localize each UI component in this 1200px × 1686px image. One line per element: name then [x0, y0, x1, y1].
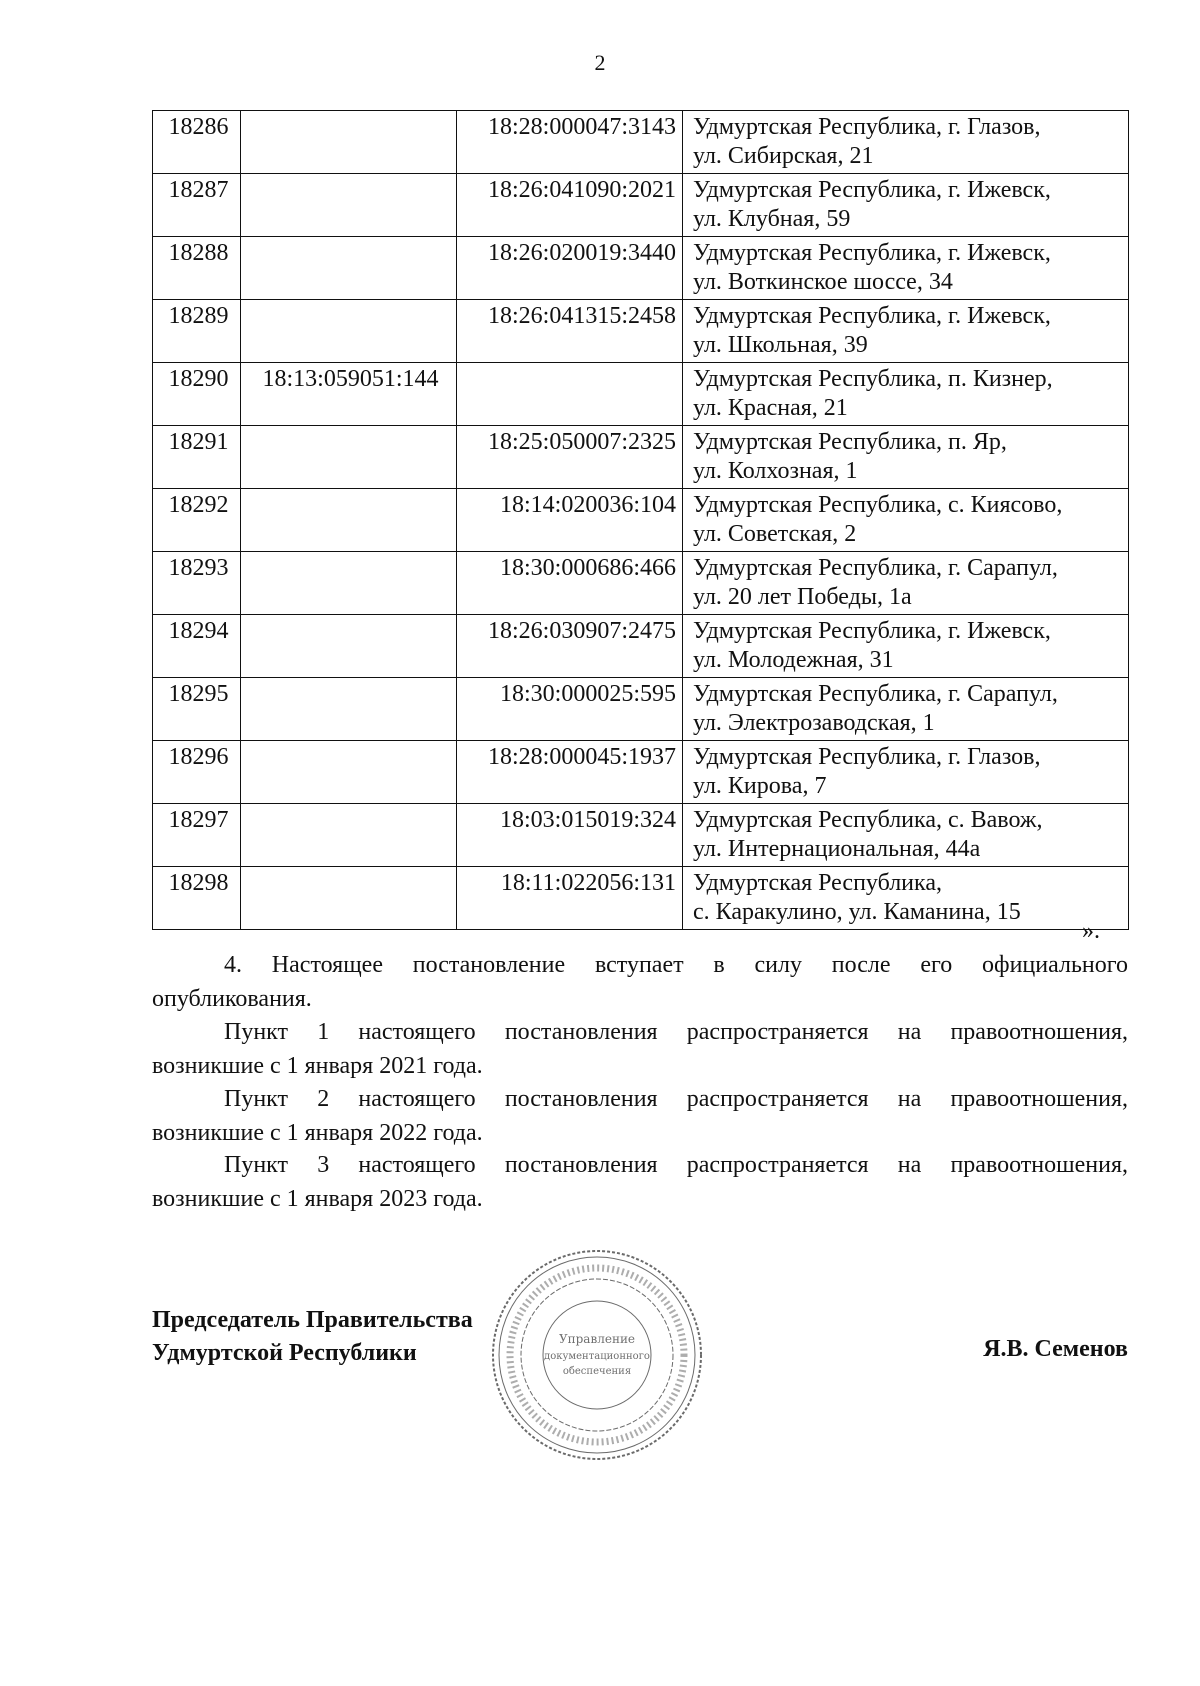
row-number: 18294: [153, 615, 241, 678]
signatory-title: [152, 1304, 473, 1370]
cadastral-number-a: [241, 174, 457, 237]
address-cell: [683, 867, 1129, 930]
cadastral-number-a: [241, 237, 457, 300]
row-number: 18296: [153, 741, 241, 804]
seal-text-line-3: обеспечения: [562, 1366, 632, 1377]
address-cell: [683, 237, 1129, 300]
paragraph-point-2-line-2: возникшие с 1 января 2022 года.: [152, 1120, 483, 1146]
paragraph-point-3: [152, 1148, 1128, 1216]
address-line-1: Удмуртская Республика, г. Сарапул,: [693, 555, 1058, 581]
cadastral-number-b: 18:25:050007:2325: [457, 426, 683, 489]
signatory-title-line-1: Председатель Правительства: [152, 1307, 473, 1333]
paragraph-4-line-2: опубликования.: [152, 986, 312, 1012]
address-line-2: ул. Школьная, 39: [693, 332, 868, 358]
address-line-1: Удмуртская Республика, г. Глазов,: [693, 744, 1041, 770]
cadastral-number-a: [241, 489, 457, 552]
address-line-2: ул. 20 лет Победы, 1а: [693, 584, 912, 610]
paragraph-point-1-line-1: Пункт 1 настоящего постановления распространяется на правоотношения,: [224, 1019, 1128, 1045]
address-line-2: ул. Колхозная, 1: [693, 458, 858, 484]
address-line-2: ул. Интернациональная, 44а: [693, 836, 981, 862]
address-cell: [683, 741, 1129, 804]
address-line-2: ул. Красная, 21: [693, 395, 848, 421]
address-line-1: Удмуртская Республика, г. Глазов,: [693, 114, 1041, 140]
paragraph-4: [152, 948, 1128, 1016]
address-line-2: ул. Сибирская, 21: [693, 143, 874, 169]
row-number: 18297: [153, 804, 241, 867]
paragraph-point-1-line-2: возникшие с 1 января 2021 года.: [152, 1053, 483, 1079]
table-row: [153, 678, 1129, 741]
table-row: [153, 426, 1129, 489]
paragraph-point-1: [152, 1015, 1128, 1083]
cadastral-number-a: [241, 552, 457, 615]
cadastral-number-b: 18:26:041090:2021: [457, 174, 683, 237]
table-row: [153, 300, 1129, 363]
seal-text-line-1: Управление: [558, 1332, 636, 1346]
address-cell: [683, 363, 1129, 426]
address-cell: [683, 174, 1129, 237]
address-cell: [683, 300, 1129, 363]
seal-text-line-2: документационного: [544, 1351, 650, 1362]
table-row: [153, 111, 1129, 174]
address-line-1: Удмуртская Республика, п. Кизнер,: [693, 366, 1053, 392]
address-cell: [683, 552, 1129, 615]
table-row: [153, 804, 1129, 867]
row-number: 18287: [153, 174, 241, 237]
address-line-1: Удмуртская Республика, п. Яр,: [693, 429, 1007, 455]
cadastral-number-b: 18:26:030907:2475: [457, 615, 683, 678]
paragraph-4-line-1: 4. Настоящее постановление вступает в силу после его официального: [224, 952, 1128, 978]
table-row: [153, 174, 1129, 237]
address-line-1: Удмуртская Республика,: [693, 870, 942, 896]
address-cell: [683, 111, 1129, 174]
table-row: [153, 363, 1129, 426]
cadastral-number-b: 18:30:000025:595: [457, 678, 683, 741]
page-number: 2: [594, 50, 606, 75]
objects-table: [152, 110, 1129, 930]
paragraph-point-2-line-1: Пункт 2 настоящего постановления распространяется на правоотношения,: [224, 1086, 1128, 1112]
cadastral-number-b: 18:03:015019:324: [457, 804, 683, 867]
row-number: 18288: [153, 237, 241, 300]
cadastral-number-a: 18:13:059051:144: [241, 363, 457, 426]
address-cell: [683, 489, 1129, 552]
signatory-name: Я.В. Семенов: [983, 1336, 1128, 1362]
table-row: [153, 741, 1129, 804]
table-row: [153, 867, 1129, 930]
address-cell: [683, 615, 1129, 678]
address-line-1: Удмуртская Республика, с. Вавож,: [693, 807, 1043, 833]
table-row: [153, 552, 1129, 615]
paragraph-point-3-line-2: возникшие с 1 января 2023 года.: [152, 1186, 483, 1212]
table-row: [153, 237, 1129, 300]
address-cell: [683, 426, 1129, 489]
row-number: 18293: [153, 552, 241, 615]
address-line-1: Удмуртская Республика, г. Ижевск,: [693, 303, 1051, 329]
address-line-2: с. Каракулино, ул. Каманина, 15: [693, 899, 1021, 925]
cadastral-number-b: 18:28:000047:3143: [457, 111, 683, 174]
address-line-1: Удмуртская Республика, г. Сарапул,: [693, 681, 1058, 707]
row-number: 18290: [153, 363, 241, 426]
row-number: 18289: [153, 300, 241, 363]
cadastral-number-b: [457, 363, 683, 426]
paragraph-point-2: [152, 1082, 1128, 1150]
cadastral-number-a: [241, 426, 457, 489]
objects-table-body: [153, 111, 1129, 930]
cadastral-number-a: [241, 615, 457, 678]
row-number: 18292: [153, 489, 241, 552]
address-line-2: ул. Электрозаводская, 1: [693, 710, 935, 736]
address-line-2: ул. Клубная, 59: [693, 206, 851, 232]
row-number: 18286: [153, 111, 241, 174]
cadastral-number-a: [241, 867, 457, 930]
signatory-title-line-2: Удмуртской Республики: [152, 1340, 417, 1366]
address-line-1: Удмуртская Республика, с. Киясово,: [693, 492, 1063, 518]
row-number: 18291: [153, 426, 241, 489]
address-line-2: ул. Советская, 2: [693, 521, 857, 547]
closing-quote: ».: [1082, 918, 1100, 944]
table-row: [153, 489, 1129, 552]
address-cell: [683, 804, 1129, 867]
cadastral-number-a: [241, 741, 457, 804]
address-line-2: ул. Кирова, 7: [693, 773, 827, 799]
address-cell: [683, 678, 1129, 741]
cadastral-number-b: 18:26:041315:2458: [457, 300, 683, 363]
address-line-2: ул. Молодежная, 31: [693, 647, 894, 673]
row-number: 18298: [153, 867, 241, 930]
address-line-1: Удмуртская Республика, г. Ижевск,: [693, 177, 1051, 203]
address-line-1: Удмуртская Республика, г. Ижевск,: [693, 240, 1051, 266]
cadastral-number-a: [241, 678, 457, 741]
cadastral-number-b: 18:30:000686:466: [457, 552, 683, 615]
cadastral-number-a: [241, 111, 457, 174]
cadastral-number-b: 18:28:000045:1937: [457, 741, 683, 804]
address-line-1: Удмуртская Республика, г. Ижевск,: [693, 618, 1051, 644]
address-line-2: ул. Воткинское шоссе, 34: [693, 269, 953, 295]
cadastral-number-b: 18:26:020019:3440: [457, 237, 683, 300]
cadastral-number-b: 18:11:022056:131: [457, 867, 683, 930]
official-seal-stamp: [482, 1240, 712, 1470]
cadastral-number-a: [241, 300, 457, 363]
paragraph-point-3-line-1: Пункт 3 настоящего постановления распространяется на правоотношения,: [224, 1152, 1128, 1178]
table-row: [153, 615, 1129, 678]
cadastral-number-b: 18:14:020036:104: [457, 489, 683, 552]
cadastral-number-a: [241, 804, 457, 867]
row-number: 18295: [153, 678, 241, 741]
